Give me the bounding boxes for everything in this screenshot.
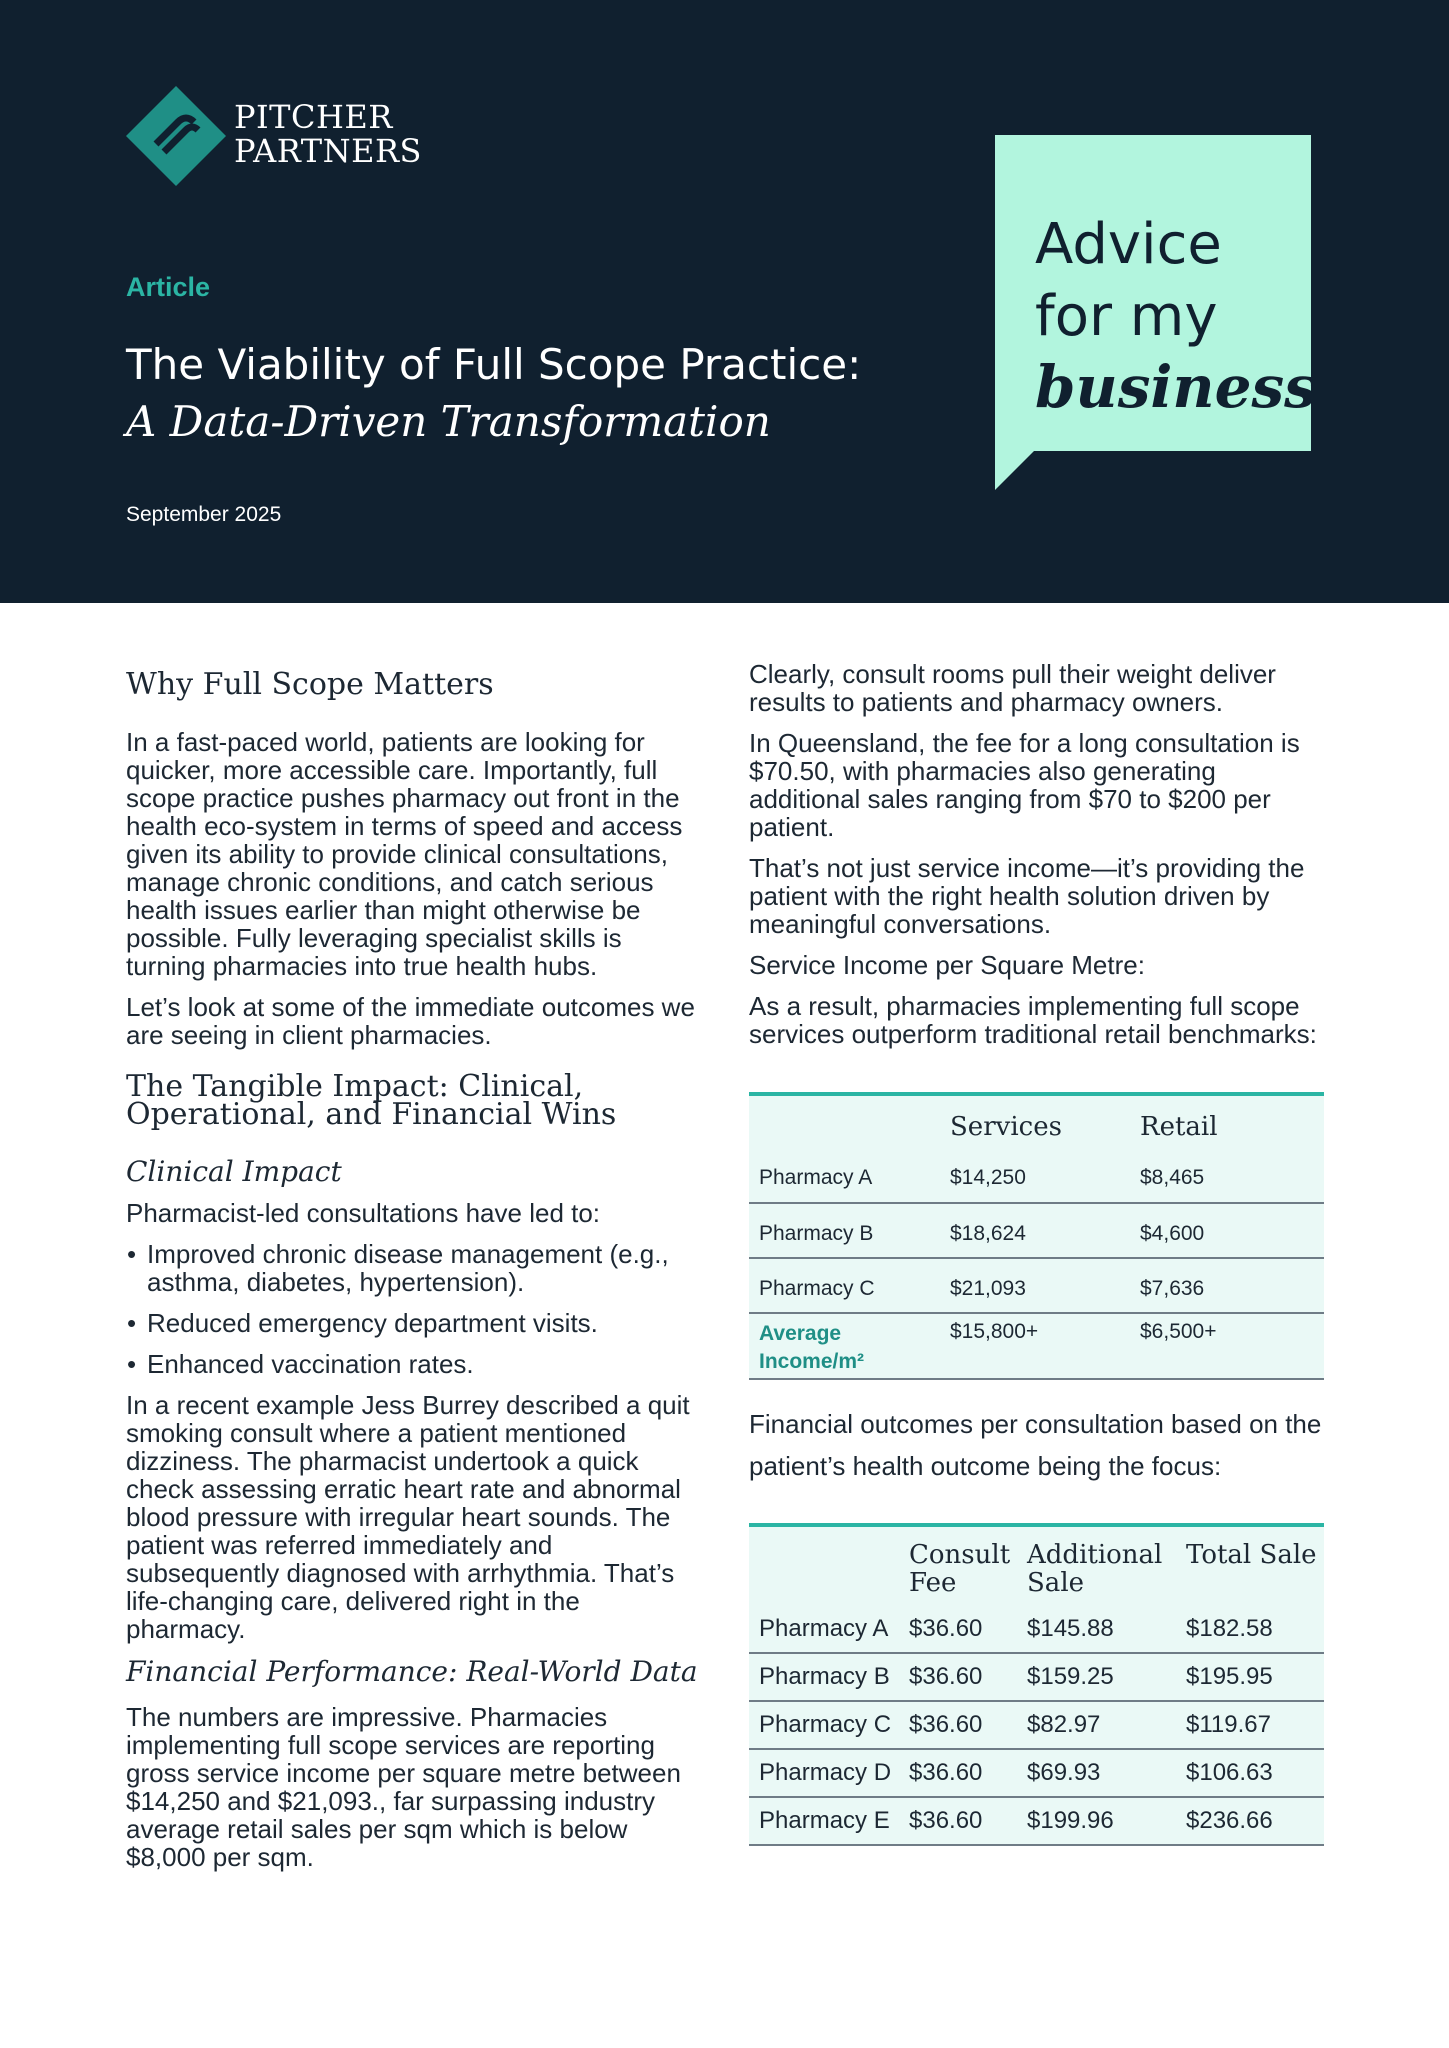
table-cell: $199.96 xyxy=(1027,1797,1186,1845)
table-header-total-sale: Total Sale xyxy=(1186,1525,1324,1605)
paragraph-consultations: Pharmacist-led consultations have led to: xyxy=(126,1198,601,1228)
right-column xyxy=(749,660,1324,1048)
list-item: • Improved chronic disease management (e.g., asthma, diabetes, hypertension). xyxy=(127,1239,669,1297)
paragraph-financial-outcomes: Financial outcomes per consultation based on the patient’s health outcome being the focus: xyxy=(749,1409,1322,1481)
table-cell: $182.58 xyxy=(1186,1605,1324,1653)
paragraph-outperform: As a result, pharmacies implementing full scope services outperform traditional retail benchmarks: xyxy=(749,991,1317,1049)
table-cell: $36.60 xyxy=(909,1701,1027,1749)
subheading-financial: Financial Performance: Real-World Data xyxy=(126,1655,698,1688)
table-cell: $69.93 xyxy=(1027,1749,1186,1797)
table-cell: $36.60 xyxy=(909,1797,1027,1845)
table-cell: Pharmacy D xyxy=(749,1749,909,1797)
brand-line-2: PARTNERS xyxy=(234,132,422,170)
table-row xyxy=(749,1203,1324,1258)
table-cell: $8,465 xyxy=(1140,1148,1324,1203)
table-cell: $106.63 xyxy=(1186,1749,1324,1797)
table-row xyxy=(749,1148,1324,1203)
paragraph-queensland: In Queensland, the fee for a long consultation is $70.50, with pharmacies also generating additional sales ranging from $70 to $200 per patient. xyxy=(749,728,1300,842)
table-cell: $236.66 xyxy=(1186,1797,1324,1845)
table-row xyxy=(749,1258,1324,1313)
table-row xyxy=(749,1797,1324,1845)
table-cell: $36.60 xyxy=(909,1653,1027,1701)
table-cell: $21,093 xyxy=(950,1258,1140,1313)
table-cell: Pharmacy A xyxy=(749,1148,950,1203)
table-cell: Pharmacy E xyxy=(749,1797,909,1845)
subheading-clinical: Clinical Impact xyxy=(126,1155,342,1188)
table-header-services: Services xyxy=(950,1094,1140,1148)
table-cell: $15,800+ xyxy=(950,1313,1140,1379)
paragraph-numbers: The numbers are impressive. Pharmacies implementing full scope services are reporting gross service income per square metre between $14,250 and $21,093., far surpassing industry average retail sales per sqm which is below $8,000 per sqm. xyxy=(126,1702,681,1872)
table-cell: $7,636 xyxy=(1140,1258,1324,1313)
speech-bubble-tail-icon xyxy=(995,450,1035,490)
table-cell: $6,500+ xyxy=(1140,1313,1324,1379)
table-header-cell xyxy=(749,1525,909,1605)
bullet-icon: • xyxy=(127,1349,137,1379)
table-cell: $145.88 xyxy=(1027,1605,1186,1653)
badge-line-1: Advice xyxy=(1035,212,1222,277)
page-title: The Viability of Full Scope Practice: xyxy=(126,340,862,389)
table-row xyxy=(749,1605,1324,1653)
table-cell: $4,600 xyxy=(1140,1203,1324,1258)
section-heading-impact: The Tangible Impact: Clinical, Operational, and Financial Wins xyxy=(126,1069,617,1132)
table-cell: Pharmacy A xyxy=(749,1605,909,1653)
table-cell: $195.95 xyxy=(1186,1653,1324,1701)
page-subtitle: A Data-Driven Transformation xyxy=(126,397,771,446)
table-header-retail: Retail xyxy=(1140,1094,1324,1148)
table-row xyxy=(749,1653,1324,1701)
average-label-cell xyxy=(749,1313,950,1379)
brand-name xyxy=(234,100,422,168)
paragraph-outcomes: Let’s look at some of the immediate outcomes we are seeing in client pharmacies. xyxy=(126,992,695,1050)
average-label-line-1: Average xyxy=(759,1322,842,1345)
consultation-outcomes-table xyxy=(749,1523,1324,1846)
left-column xyxy=(126,660,706,1871)
table-cell: $18,624 xyxy=(950,1203,1140,1258)
table-row xyxy=(749,1701,1324,1749)
brand-line-1: PITCHER xyxy=(234,98,393,136)
table-cell: Pharmacy C xyxy=(749,1258,950,1313)
list-item: • Enhanced vaccination rates. xyxy=(127,1349,474,1379)
table-header-row xyxy=(749,1094,1324,1148)
table-cell: $119.67 xyxy=(1186,1701,1324,1749)
paragraph-example: In a recent example Jess Burrey described a quit smoking consult where a patient mentioned dizziness. The pharmacist undertook a quick check assessing erratic heart rate and abnormal blood pressure with irregular heart sounds. The patient was referred immediately and subsequently diagnosed with arrhythmia. That’s life-changing care, delivered right in the pharmacy. xyxy=(126,1390,690,1644)
table-cell: $159.25 xyxy=(1027,1653,1186,1701)
paragraph-per-sqm-label: Service Income per Square Metre: xyxy=(749,950,1145,980)
table-cell: Pharmacy B xyxy=(749,1203,950,1258)
table-header-additional-sale: Additional Sale xyxy=(1027,1525,1186,1605)
diamond-logo-icon xyxy=(126,86,226,186)
table-header-consult-fee: Consult Fee xyxy=(909,1525,1027,1605)
list-item: • Reduced emergency department visits. xyxy=(127,1308,598,1338)
table-row xyxy=(749,1749,1324,1797)
income-per-sqm-table xyxy=(749,1092,1324,1380)
bullet-list xyxy=(126,1240,706,1378)
table-cell: Pharmacy B xyxy=(749,1653,909,1701)
article-label: Article xyxy=(126,272,211,302)
badge-line-2: for my xyxy=(1035,284,1218,349)
table-cell: $82.97 xyxy=(1027,1701,1186,1749)
bullet-icon: • xyxy=(127,1308,137,1338)
average-label-line-2: Income/m² xyxy=(759,1350,865,1373)
badge-line-3: business xyxy=(1035,353,1317,421)
paragraph-intro: In a fast-paced world, patients are looking for quicker, more accessible care. Importantly, full scope practice pushes pharmacy out front in the health eco-system in terms of speed and access given its ability to provide clinical consultations, manage chronic conditions, and catch serious health issues earlier than might otherwise be possible. Fully leveraging specialist skills is turning pharmacies into true health hubs. xyxy=(126,727,683,981)
table-cell: $36.60 xyxy=(909,1749,1027,1797)
section-heading-why: Why Full Scope Matters xyxy=(126,667,494,702)
table-cell: $14,250 xyxy=(950,1148,1140,1203)
paragraph-consult-rooms: Clearly, consult rooms pull their weight deliver results to patients and pharmacy owners. xyxy=(749,659,1276,717)
paragraph-service-income: That’s not just service income—it’s providing the patient with the right health solution driven by meaningful conversations. xyxy=(749,853,1305,939)
table-cell: $36.60 xyxy=(909,1605,1027,1653)
table-row-average xyxy=(749,1313,1324,1379)
table-cell: Pharmacy C xyxy=(749,1701,909,1749)
brand-logo xyxy=(126,86,426,186)
table-header-row xyxy=(749,1525,1324,1605)
publish-date: September 2025 xyxy=(126,503,282,526)
bullet-icon: • xyxy=(127,1239,137,1269)
table-header-cell xyxy=(749,1094,950,1148)
